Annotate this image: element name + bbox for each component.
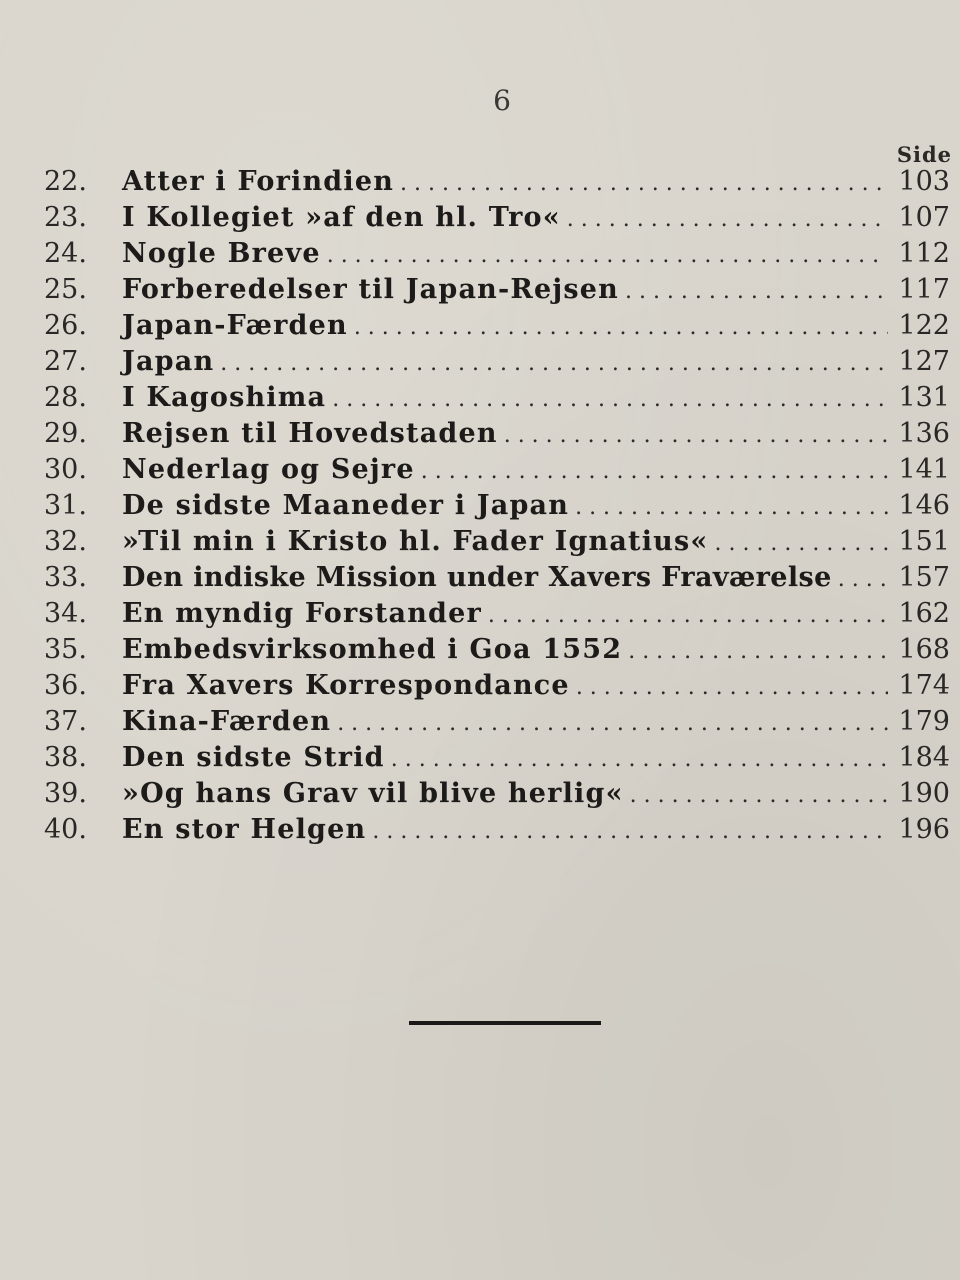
toc-entry-page: 107 [898,202,950,233]
page-column-header: Side [896,142,952,167]
dot-leader [394,171,888,196]
toc-entry [44,382,950,418]
dot-leader [619,279,888,304]
toc-entry-page: 168 [898,634,950,665]
toc-entry [44,310,950,346]
toc-entry-number: 36. [44,670,87,701]
toc-entry [44,598,950,634]
toc-entry-page: 196 [898,814,950,845]
toc-entry-number: 33. [44,562,87,593]
toc-entry [44,706,950,742]
toc-entry-page: 136 [898,418,950,449]
toc-entry [44,202,950,238]
closing-rule [409,1021,601,1025]
toc-entry-title: Embedsvirksomhed i Goa 1552 [122,634,623,665]
toc-entry-title: En myndig Forstander [122,598,482,629]
toc-entry-title: Nogle Breve [122,238,321,269]
toc-entry [44,238,950,274]
toc-entry-number: 25. [44,274,87,305]
dot-leader [622,639,888,664]
toc-entry-number: 23. [44,202,87,233]
toc-entry-title: Den sidste Strid [122,742,385,773]
toc-entry-title: De sidste Maaneder i Japan [122,490,570,521]
dot-leader [832,567,888,592]
toc-entry-number: 38. [44,742,87,773]
toc-entry-title: Nederlag og Sejre [122,454,415,485]
toc-entry-number: 24. [44,238,87,269]
toc-entry-page: 174 [898,670,950,701]
toc-entry-title: Japan [122,346,215,377]
dot-leader [366,819,888,844]
toc-entry-page: 179 [898,706,950,737]
toc-entry-number: 39. [44,778,87,809]
toc-entry-number: 29. [44,418,87,449]
toc-entry-title: »Til min i Kristo hl. Fader Ignatius« [122,526,709,557]
dot-leader [561,207,888,232]
toc-entry-number: 22. [44,166,87,197]
toc-entry-number: 40. [44,814,87,845]
toc-entry [44,490,950,526]
toc-entry [44,562,950,598]
toc-entry [44,634,950,670]
dot-leader [326,387,888,412]
toc-entry-number: 37. [44,706,87,737]
toc-entry-number: 26. [44,310,87,341]
toc-entry-title: Den indiske Mission under Xavers Fraværelse [122,562,832,593]
toc-entry-number: 31. [44,490,87,521]
toc-entry-page: 131 [898,382,950,413]
dot-leader [214,351,888,376]
dot-leader [482,603,888,628]
toc-entry-page: 127 [898,346,950,377]
toc-entry [44,814,950,850]
toc-entry-page: 112 [898,238,950,269]
toc-entry-page: 151 [898,526,950,557]
toc-entry-title: Japan-Færden [122,310,348,341]
toc-entry-page: 162 [898,598,950,629]
toc-entry [44,526,950,562]
toc-entry-page: 117 [898,274,950,305]
toc-entry [44,778,950,814]
table-of-contents [44,166,950,850]
toc-entry-number: 27. [44,346,87,377]
toc-entry [44,166,950,202]
page-number: 6 [493,84,512,117]
toc-entry-number: 28. [44,382,87,413]
toc-entry-title: Atter i Forindien [122,166,395,197]
toc-entry-title: Forberedelser til Japan-Rejsen [122,274,619,305]
toc-entry-title: I Kagoshima [122,382,327,413]
toc-entry [44,346,950,382]
toc-entry-page: 146 [898,490,950,521]
toc-entry-title: »Og hans Grav vil blive herlig« [122,778,624,809]
toc-entry-page: 190 [898,778,950,809]
toc-entry-title: Fra Xavers Korrespondance [122,670,570,701]
toc-entry [44,274,950,310]
toc-entry [44,418,950,454]
dot-leader [415,459,888,484]
toc-entry-page: 184 [898,742,950,773]
dot-leader [708,531,888,556]
toc-entry-page: 103 [898,166,950,197]
dot-leader [498,423,888,448]
toc-entry-page: 157 [898,562,950,593]
toc-entry-page: 141 [898,454,950,485]
toc-entry [44,670,950,706]
dot-leader [321,243,888,268]
toc-entry-number: 32. [44,526,87,557]
toc-entry-title: En stor Helgen [122,814,367,845]
dot-leader [385,747,888,772]
dot-leader [624,783,888,808]
toc-entry-number: 34. [44,598,87,629]
toc-entry-title: Rejsen til Hovedstaden [122,418,498,449]
dot-leader [348,315,888,340]
toc-entry-number: 30. [44,454,87,485]
toc-entry-title: I Kollegiet »af den hl. Tro« [122,202,561,233]
toc-entry [44,742,950,778]
dot-leader [331,711,888,736]
dot-leader [570,675,888,700]
toc-entry-number: 35. [44,634,87,665]
dot-leader [569,495,888,520]
toc-entry-page: 122 [898,310,950,341]
toc-entry [44,454,950,490]
toc-entry-title: Kina-Færden [122,706,332,737]
